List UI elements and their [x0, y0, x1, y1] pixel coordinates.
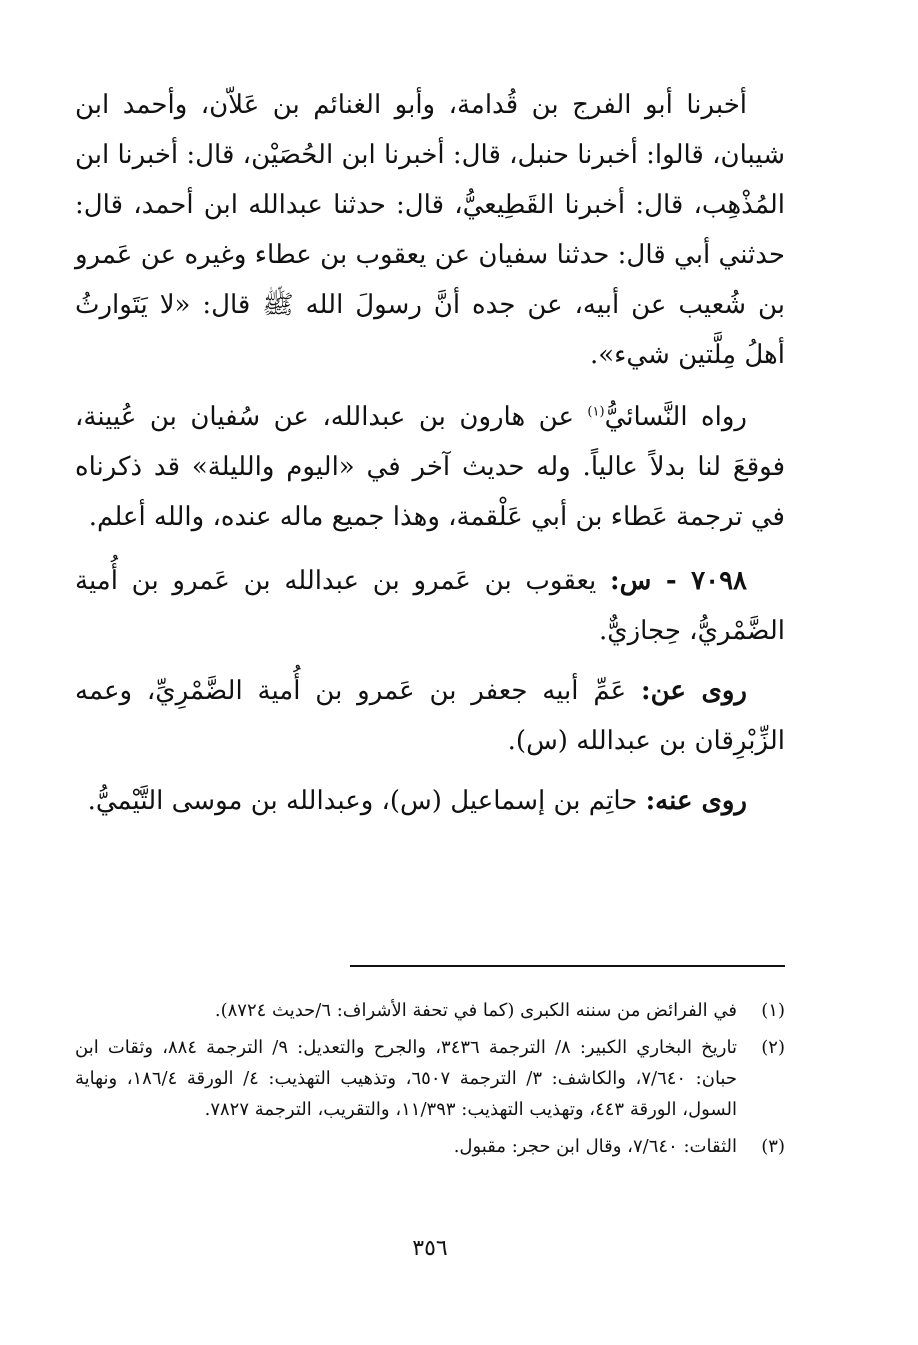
footnote-item: [75, 1131, 785, 1162]
entry-title: يعقوب بن عَمرو بن عبدالله بن عَمرو بن أُمية الضَّمْريُّ، حِجازيٌّ.: [75, 566, 785, 646]
biography-entry: [75, 556, 785, 656]
footnote-item: [75, 1032, 785, 1125]
narrated-by-text: حاتِم بن إسماعيل (س)، وعبدالله بن موسى التَّيْميُّ.: [87, 786, 646, 816]
document-page: [75, 0, 785, 1345]
footnote-number: (٣): [761, 1136, 785, 1157]
narrated-by-label: روى عنه:: [645, 786, 747, 816]
footnote-number: (١): [761, 1000, 785, 1021]
footnote-text: في الفرائض من سننه الكبرى (كما في تحفة الأشراف: ٦/حديث ٨٧٢٤).: [214, 1000, 737, 1021]
main-text: [75, 80, 785, 836]
hadith-paragraph: أخبرنا أبو الفرج بن قُدامة، وأبو الغنائم بن عَلاّن، وأحمد ابن شيبان، قالوا: أخبرنا حنبل، قال: أخبرنا ابن الحُصَيْن، قال: أخبرنا ابن المُذْهِب، قال: أخبرنا القَطِيعيُّ، قال: حدثنا عبدالله ابن أحمد، قال: حدثني أبي قال: حدثنا سفيان عن يعقوب بن عطاء وغيره عن عَمرو بن شُعيب عن أبيه، عن جده أنَّ رسولَ الله ﷺ قال: «لا يَتَوارثُ أهلُ مِلَّتين شيء».: [74, 90, 785, 370]
footnote-text: تاريخ البخاري الكبير: ٨/ الترجمة ٣٤٣٦، والجرح والتعديل: ٩/ الترجمة ٨٨٤، وثقات ابن حبان: ٧/٦٤٠، والكاشف: ٣/ الترجمة ٦٥٠٧، وتذهيب التهذيب: ٤/ الورقة ١٨٦/٤، ونهاية السول، الورقة ٤٤٣، وتهذيب التهذيب: ١١/٣٩٣، والتقريب، الترجمة ٧٨٢٧.: [75, 1037, 737, 1120]
footnote-text: الثقات: ٧/٦٤٠، وقال ابن حجر: مقبول.: [453, 1136, 737, 1157]
narrated-from-text: عَمِّ أبيه جعفر بن عَمرو بن أُمية الضَّمْرِيِّ، وعمه الزِّبْرِقان بن عبدالله (س).: [75, 676, 785, 756]
narrated-by-paragraph: [75, 776, 785, 826]
narrated-from-label: روى عن:: [641, 676, 747, 706]
narrated-from-paragraph: [75, 666, 785, 766]
narration-source: رواه النَّسائيُّ: [604, 402, 747, 432]
footnote-marker: (١): [587, 404, 605, 420]
entry-number: ٧٠٩٨ - س:: [609, 566, 747, 596]
narration-text: عن هارون بن عبدالله، عن سُفيان بن عُيينة، فوقعَ لنا بدلاً عالياً. وله حديث آخر في «اليوم والليلة» قد ذكرناه في ترجمة عَطاء بن أبي عَلْقمة، وهذا جميع ماله عنده، والله أعلم.: [75, 402, 785, 532]
narration-paragraph: [75, 392, 785, 542]
page-number: ٣٥٦: [412, 1236, 448, 1261]
footnotes: [75, 995, 785, 1168]
footnote-item: [75, 995, 785, 1026]
footnote-divider: [350, 965, 785, 967]
footnote-number: (٢): [761, 1037, 785, 1058]
